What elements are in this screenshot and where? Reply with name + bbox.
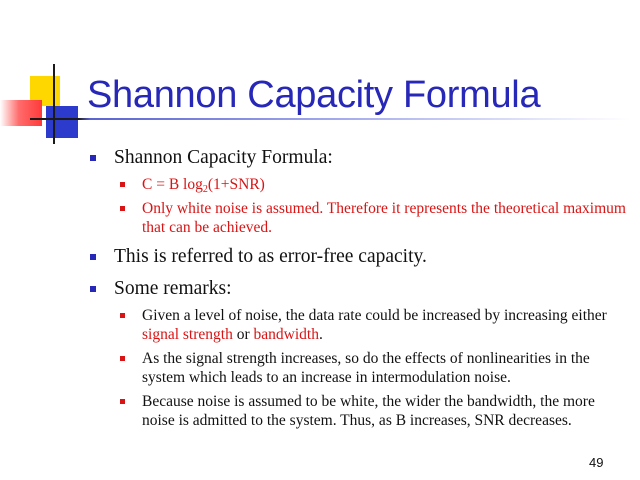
square-bullet-icon	[120, 206, 125, 211]
square-bullet-icon	[90, 254, 96, 260]
subbullet-white-noise	[116, 199, 628, 237]
formula-subscript: 2	[202, 184, 208, 195]
subbullet-formula	[116, 175, 628, 194]
square-bullet-icon	[120, 313, 125, 318]
formula-suffix: (1+SNR)	[207, 176, 265, 193]
subbullet-text-part3: .	[318, 326, 323, 343]
bullet-text: Shannon Capacity Formula:	[114, 147, 333, 168]
subbullet-text: Only white noise is assumed. Therefore it represents the theoretical maximum that can be achieved.	[142, 200, 626, 236]
slide-content	[88, 146, 628, 430]
red-square	[0, 100, 42, 126]
decorative-logo	[0, 0, 90, 150]
page-number: 49	[589, 455, 604, 470]
subbullet-text-part1: Given a level of noise, the data rate could be increased by increasing either	[142, 307, 607, 324]
square-bullet-icon	[120, 399, 125, 404]
bullet-text: This is referred to as error-free capacity.	[114, 246, 427, 267]
square-bullet-icon	[120, 182, 125, 187]
formula-prefix: C = B log	[142, 176, 203, 193]
square-bullet-icon	[90, 155, 96, 161]
bullet-text: Some remarks:	[114, 278, 232, 299]
vertical-rule	[53, 64, 55, 144]
square-bullet-icon	[120, 356, 125, 361]
subbullet-data-rate	[116, 306, 628, 344]
highlight-signal-strength: signal strength	[142, 326, 233, 343]
subbullet-text: Because noise is assumed to be white, the wider the bandwidth, the more noise is admitted to the system. Thus, as B increases, SNR decreases.	[142, 393, 595, 429]
square-bullet-icon	[90, 286, 96, 292]
title-underline	[30, 118, 630, 120]
subbullet-text: As the signal strength increases, so do the effects of nonlinearities in the system which leads to an increase in intermodulation noise.	[142, 350, 590, 386]
subbullet-white-noise-bandwidth	[116, 392, 628, 430]
subbullet-text-part2: or	[232, 326, 254, 343]
subbullet-nonlinearities	[116, 349, 628, 387]
bullet-capacity-formula	[88, 146, 628, 170]
blue-square	[46, 106, 78, 138]
bullet-some-remarks	[88, 277, 628, 301]
bullet-error-free	[88, 245, 628, 269]
slide-title: Shannon Capacity Formula	[87, 74, 541, 116]
highlight-bandwidth: bandwidth	[253, 326, 319, 343]
